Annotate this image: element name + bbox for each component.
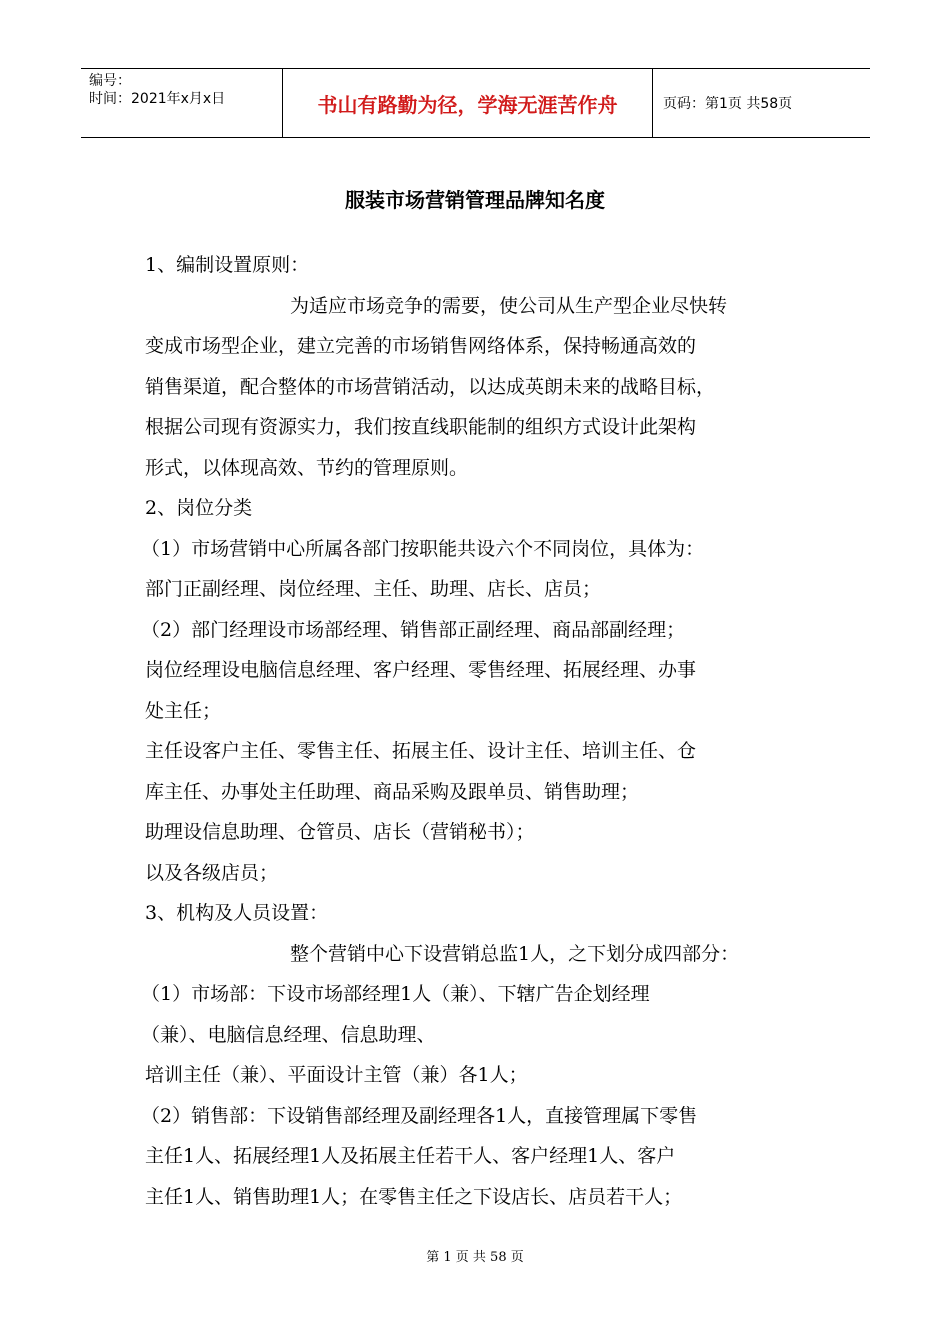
paragraph-line: （1）市场部：下设市场部经理1人（兼）、下辖广告企划经理 (141, 983, 650, 1005)
page-footer: 第 1 页 共 58 页 (426, 1250, 524, 1265)
header-meta (81, 69, 282, 137)
document-body (141, 245, 815, 1217)
paragraph-line: 主任1人、销售助理1人；在零售主任之下设店长、店员若干人； (145, 1185, 683, 1208)
paragraph-line: 培训主任（兼）、平面设计主管（兼）各1人； (145, 1064, 528, 1086)
paragraph-line: 变成市场型企业，建立完善的市场销售网络体系，保持畅通高效的 (145, 335, 697, 357)
paragraph-line: 岗位经理设电脑信息经理、客户经理、零售经理、拓展经理、办事 (145, 659, 697, 681)
heading-3: 3、机构及人员设置： (145, 902, 329, 924)
paragraph-line: （2）部门经理设市场部经理、销售部正副经理、商品部副经理； (141, 618, 686, 641)
paragraph-line: （2）销售部：下设销售部经理及副经理各1人，直接管理属下零售 (141, 1104, 698, 1127)
paragraph-line: 以及各级店员； (145, 861, 279, 884)
heading-2: 2、岗位分类 (145, 497, 253, 519)
paragraph-line: （1）市场营销中心所属各部门按职能共设六个不同岗位，具体为： (141, 537, 705, 560)
page-header (81, 68, 870, 138)
paragraph-line: 处主任； (145, 699, 222, 722)
paragraph-line: 根据公司现有资源实力，我们按直线职能制的组织方式设计此架构 (145, 416, 697, 438)
header-motto: 书山有路勤为径，学海无涯苦作舟 (282, 69, 653, 137)
document-title: 服装市场营销管理品牌知名度 (345, 188, 605, 212)
paragraph-line: 助理设信息助理、仓管员、店长（营销秘书）； (145, 821, 535, 843)
paragraph-line: 主任设客户主任、零售主任、拓展主任、设计主任、培训主任、仓 (145, 740, 697, 762)
document-number-label: 编号： (89, 73, 131, 89)
heading-1: 1、编制设置原则： (145, 254, 310, 276)
paragraph-line: 库主任、办事处主任助理、商品采购及跟单员、销售助理； (145, 780, 640, 803)
header-page-info: 页码：第1页 共58页 (663, 96, 793, 112)
paragraph-line: 整个营销中心下设营销总监1人，之下划分成四部分： (290, 942, 740, 965)
paragraph-line: （兼）、电脑信息经理、信息助理、 (141, 1023, 436, 1046)
document-date: 时间：2021年x月x日 (89, 91, 226, 107)
paragraph-line: 销售渠道，配合整体的市场营销活动，以达成英朗未来的战略目标， (145, 375, 716, 398)
paragraph-line: 形式，以体现高效、节约的管理原则。 (145, 456, 469, 479)
paragraph-line: 为适应市场竞争的需要，使公司从生产型企业尽快转 (290, 294, 728, 317)
paragraph-line: 部门正副经理、岗位经理、主任、助理、店长、店员； (145, 578, 602, 600)
paragraph-line: 主任1人、拓展经理1人及拓展主任若干人、客户经理1人、客户 (145, 1145, 676, 1167)
